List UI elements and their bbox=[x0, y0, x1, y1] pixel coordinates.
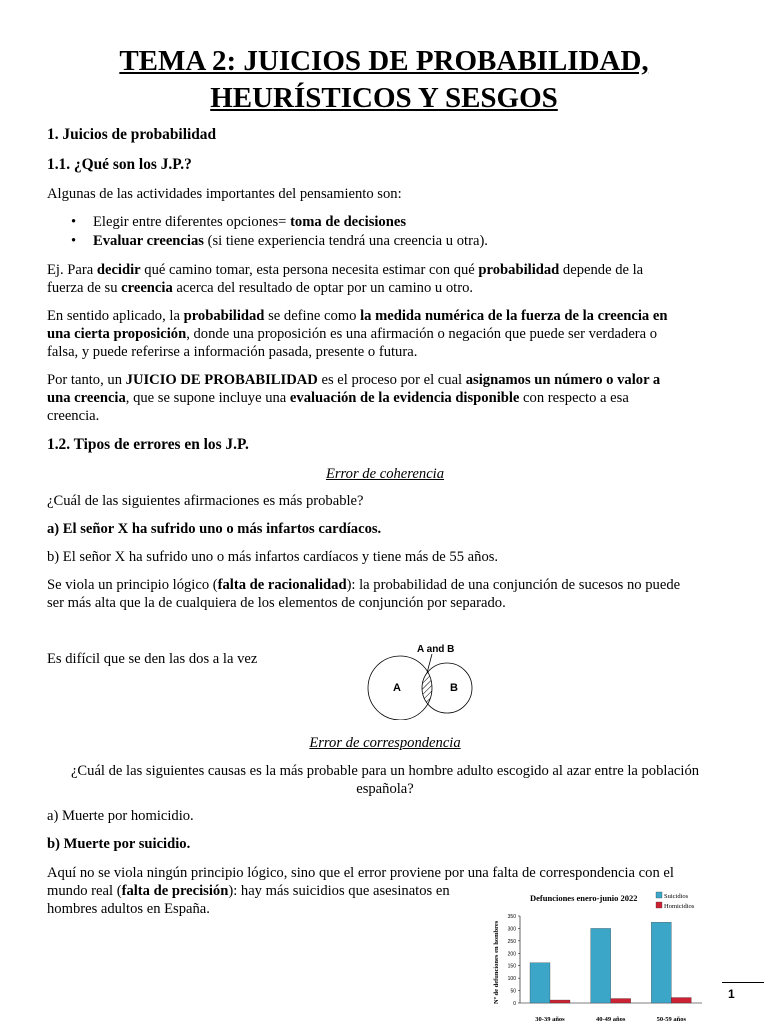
chart-y-tick-label: 100 bbox=[507, 976, 516, 983]
chart-legend-label: Suicidios bbox=[664, 893, 689, 900]
chart-y-tick-label: 300 bbox=[507, 926, 516, 933]
chart-y-tick-label: 50 bbox=[510, 988, 516, 995]
venn-diagram bbox=[360, 638, 480, 720]
subheading-error-correspondencia: Error de correspondencia bbox=[309, 735, 461, 751]
chart-bar-suicidios bbox=[591, 928, 611, 1003]
subheading-error-coherencia: Error de coherencia bbox=[325, 466, 445, 482]
venn-label-b: B bbox=[450, 682, 458, 694]
chart-bar-suicidios bbox=[530, 963, 550, 1003]
page-number-rule bbox=[722, 982, 764, 983]
intro-paragraph: Algunas de las actividades importantes del pensamiento son: bbox=[47, 186, 402, 202]
section-heading-1-2: 1.2. Tipos de errores en los J.P. bbox=[47, 436, 249, 453]
chart-y-axis-label: Nº de defunciones en hombres bbox=[493, 920, 500, 1004]
chart-bars bbox=[530, 922, 691, 1003]
venn-label-a: A bbox=[393, 682, 401, 694]
question-1: ¿Cuál de las siguientes afirmaciones es más probable? bbox=[47, 493, 364, 509]
chart-y-tick-label: 150 bbox=[507, 963, 516, 970]
chart-title: Defunciones enero-junio 2022 bbox=[530, 893, 638, 903]
page-title-line1: TEMA 2: JUICIOS DE PROBABILIDAD, bbox=[119, 45, 649, 77]
violation-paragraph: Se viola un principio lógico (falta de racionalidad): la probabilidad de una conjunción de sucesos no puede ser más alta que la de cualquiera de los elementos de conjunción por separado. bbox=[47, 577, 681, 611]
chart-y-tick-label: 250 bbox=[507, 938, 516, 945]
page-number: 1 bbox=[728, 987, 735, 1001]
bar-chart bbox=[488, 886, 710, 1024]
question-2-option-a: a) Muerte por homicidio. bbox=[47, 808, 194, 824]
document-page: TEMA 2: JUICIOS DE PROBABILIDAD, HEURÍSTICOS Y SESGOS 1. Juicios de probabilidad 1.1. ¿Qué son los J.P.? Algunas de las actividades importantes del pensamiento son: Elegir entre diferentes opciones= toma de decisiones Evaluar creencias (si tiene experiencia tendrá una creencia u otra). Ej. Para decidir qué camino tomar, esta persona necesita estimar con qué probabilidad depende de la fuerza de su creencia acerca del resultado de optar por un camino u otro. En sentido aplicado, la probabilidad se define como la medida numérica de la fuerza de la creencia en una cierta proposición, donde una proposición es una afirmación o negación que puede ser verdadera o falsa, y puede referirse a información pasada, presente o futura. Por tanto, un JUICIO DE PROBABILIDAD es el proceso por el cual asignamos un número o valor a una creencia, que se supone incluye una evaluación de la evidencia disponible con respecto a esa creencia. 1.2. Tipos de errores en los J.P. Error de coherencia ¿Cuál de las siguientes afirmaciones es más probable? a) El señor X ha sufrido uno o más infartos cardíacos. b) El señor X ha sufrido uno o más infartos cardíacos y tiene más de 55 años. Se viola un principio lógico (falta de racionalidad): la probabilidad de una conjunción de sucesos no puede ser más alta que la de cualquiera de los elementos de conjunción por separado. Es difícil que se den las dos a la vez A and B A B Error de correspondencia ¿Cuál de las siguientes causas es la más probable para un hombre adulto escogido al azar entre la población española? a) Muerte por homicidio. b) Muerte por suicidio. Aquí no se viola ningún principio lógico, sino que el error proviene por una falta de correspondencia con el mundo real (falta de precisión): hay más suicidios que asesinatos en hombres adultos en España. Defunciones enero-junio 2022 Nº de defunciones en hombres 0 50 100 150 200 250 300 350 30-39 años 40-49 años 50-59 años Suicidios Homicidios 1 bbox=[0, 0, 768, 1024]
page-title-line2: HEURÍSTICOS Y SESGOS bbox=[210, 82, 558, 114]
question-2: ¿Cuál de las siguientes causas es la más probable para un hombre adulto escogido al azar entre la población española? bbox=[70, 763, 700, 797]
chart-bar-homicidios bbox=[611, 999, 631, 1003]
section-heading-1: 1. Juicios de probabilidad bbox=[47, 126, 217, 143]
chart-bar-suicidios bbox=[651, 922, 671, 1003]
chart-x-tick-label: 50-59 años bbox=[656, 1016, 687, 1023]
chart-y-tick-label: 350 bbox=[507, 914, 516, 920]
definition-paragraph: En sentido aplicado, la probabilidad se define como la medida numérica de la fuerza de la creencia en una cierta proposición, donde una proposición es una afirmación o negación que puede ser verdadera o falsa, y puede referirse a información pasada, presente o futura. bbox=[47, 308, 668, 360]
chart-bar-homicidios bbox=[550, 1000, 570, 1003]
chart-bar-homicidios bbox=[671, 998, 691, 1003]
chart-y-tick-label: 0 bbox=[513, 1001, 516, 1007]
question-1-option-a: a) El señor X ha sufrido uno o más infartos cardíacos. bbox=[47, 521, 382, 537]
chart-y-tick-label: 200 bbox=[507, 951, 516, 958]
section-heading-1-1: 1.1. ¿Qué son los J.P.? bbox=[47, 156, 192, 173]
venn-label-ab: A and B bbox=[417, 644, 455, 655]
chart-legend bbox=[656, 892, 695, 910]
example-paragraph: Ej. Para decidir qué camino tomar, esta persona necesita estimar con qué probabilidad depende de la fuerza de su creencia acerca del resultado de optar por un camino u otro. bbox=[47, 262, 644, 296]
chart-legend-label: Homicidios bbox=[664, 903, 695, 910]
correspondence-paragraph: Aquí no se viola ningún principio lógico, sino que el error proviene por una falta de correspondencia con el mundo real (falta de precisión): hay más suicidios que asesinatos en hombres adultos en España. bbox=[47, 865, 674, 917]
difficulty-note: Es difícil que se den las dos a la vez bbox=[47, 651, 258, 667]
chart-legend-swatch bbox=[656, 902, 662, 908]
question-1-option-b: b) El señor X ha sufrido uno o más infartos cardíacos y tiene más de 55 años. bbox=[47, 549, 499, 565]
conclusion-paragraph: Por tanto, un JUICIO DE PROBABILIDAD es el proceso por el cual asignamos un número o valor a una creencia, que se supone incluye una evaluación de la evidencia disponible con respecto a esa creencia. bbox=[47, 372, 661, 424]
chart-x-tick-label: 40-49 años bbox=[595, 1016, 626, 1023]
question-2-option-b: b) Muerte por suicidio. bbox=[47, 836, 191, 852]
chart-legend-swatch bbox=[656, 892, 662, 898]
chart-x-tick-label: 30-39 años bbox=[535, 1016, 565, 1023]
